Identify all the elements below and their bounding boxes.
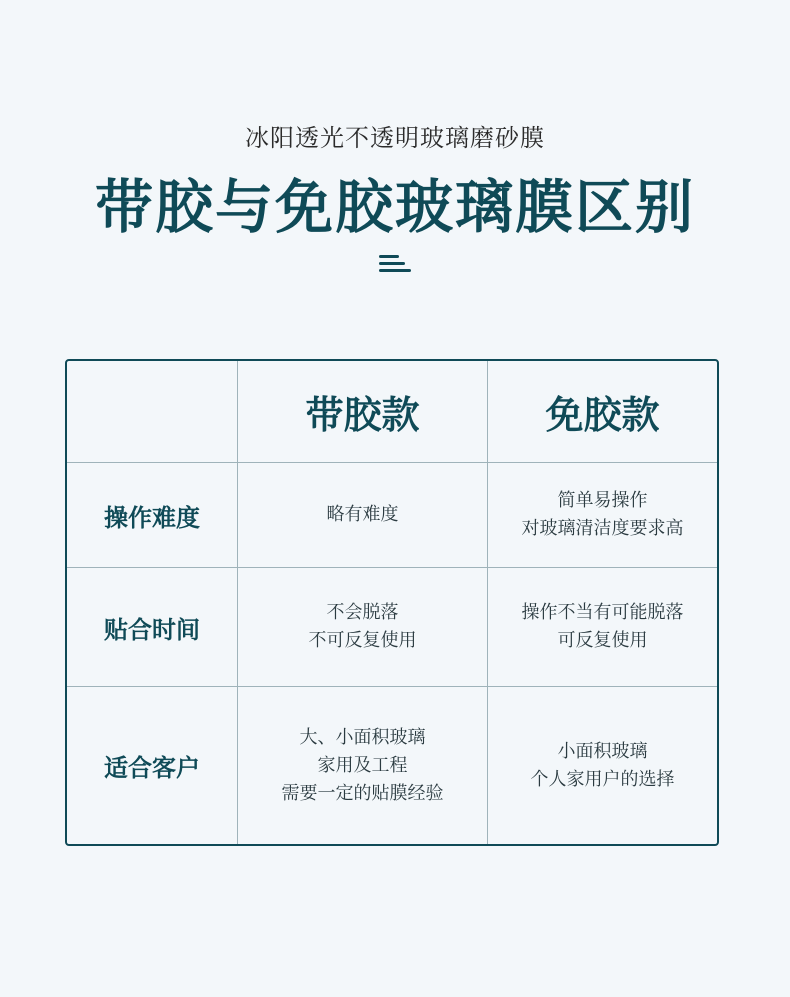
cell-line: 可反复使用 — [557, 630, 648, 651]
corner-cell — [67, 361, 238, 463]
cell-line: 简单易操作 — [557, 490, 648, 511]
cell-glue-free — [488, 568, 717, 687]
cell-line: 大、小面积玻璃 — [299, 726, 426, 748]
column-header-with-glue: 带胶款 — [238, 361, 488, 463]
row-label: 适合客户 — [67, 687, 238, 844]
cell-line: 不会脱落 — [326, 602, 399, 623]
cell-line: 对玻璃清洁度要求高 — [521, 518, 684, 539]
cell-line: 个人家用户的选择 — [530, 768, 675, 790]
cell-line: 略有难度 — [326, 504, 399, 525]
cell-line: 需要一定的贴膜经验 — [281, 782, 444, 804]
table-row — [67, 687, 717, 844]
cell-glue-free — [488, 687, 717, 844]
cell-with-glue — [238, 463, 488, 568]
table-row — [67, 568, 717, 687]
row-label: 贴合时间 — [67, 568, 238, 687]
column-header-glue-free: 免胶款 — [488, 361, 717, 463]
menu-lines-icon — [379, 255, 411, 277]
cell-line: 家用及工程 — [317, 754, 408, 776]
page-title: 带胶与免胶玻璃膜区别 — [94, 173, 695, 241]
table-header-row — [67, 361, 717, 463]
cell-line: 不可反复使用 — [308, 630, 417, 651]
comparison-table — [65, 359, 719, 846]
row-label: 操作难度 — [67, 463, 238, 568]
cell-line: 小面积玻璃 — [557, 740, 648, 762]
table-row — [67, 463, 717, 568]
cell-line: 操作不当有可能脱落 — [521, 602, 684, 623]
cell-glue-free — [488, 463, 717, 568]
subtitle: 冰阳透光不透明玻璃磨砂膜 — [245, 124, 545, 152]
cell-with-glue — [238, 687, 488, 844]
cell-with-glue — [238, 568, 488, 687]
